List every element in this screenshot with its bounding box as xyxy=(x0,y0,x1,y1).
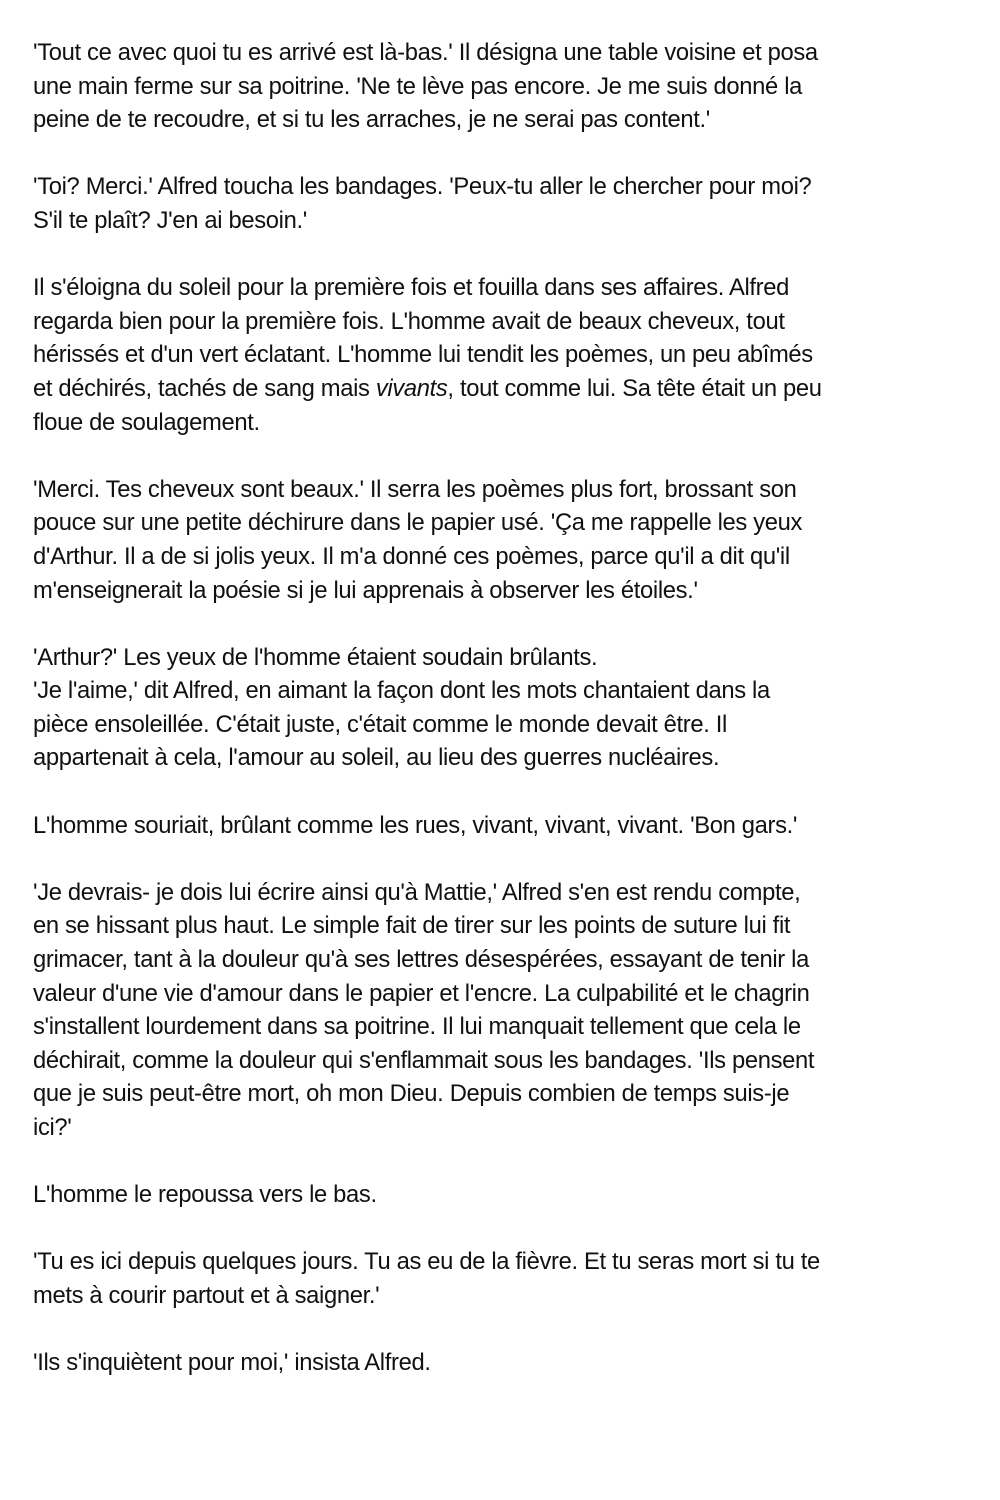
text-line: L'homme souriait, brûlant comme les rues, vivant, vivant, vivant. 'Bon gars.' xyxy=(33,811,798,839)
text-line: d'Arthur. Il a de si jolis yeux. Il m'a donné ces poèmes, parce qu'il a dit qu'il xyxy=(33,542,790,570)
text-line: hérissés et d'un vert éclatant. L'homme lui tendit les poèmes, un peu abîmés xyxy=(33,341,813,369)
paragraph-gap xyxy=(33,1212,945,1246)
text-line: 'Merci. Tes cheveux sont beaux.' Il serra les poèmes plus fort, brossant son xyxy=(33,475,797,503)
text-line: en se hissant plus haut. Le simple fait de tirer sur les points de suture lui fit xyxy=(33,912,791,940)
text-line: S'il te plaît? J'en ai besoin.' xyxy=(33,206,307,234)
text-line xyxy=(33,372,945,406)
paragraph-gap xyxy=(33,607,945,641)
paragraph-gap xyxy=(33,137,945,171)
text-line: pouce sur une petite déchirure dans le papier usé. 'Ça me rappelle les yeux xyxy=(33,509,803,537)
paragraph-gap xyxy=(33,842,945,876)
text-line: grimacer, tant à la douleur qu'à ses lettres désespérées, essayant de tenir la xyxy=(33,946,809,974)
text-line: L'homme le repoussa vers le bas. xyxy=(33,1181,377,1209)
text-line: s'installent lourdement dans sa poitrine. Il lui manquait tellement que cela le xyxy=(33,1013,801,1041)
text-line: Il s'éloigna du soleil pour la première fois et fouilla dans ses affaires. Alfred xyxy=(33,274,789,302)
text-line: mets à courir partout et à saigner.' xyxy=(33,1281,380,1309)
text-line: regarda bien pour la première fois. L'homme avait de beaux cheveux, tout xyxy=(33,307,785,335)
text-line: 'Ils s'inquiètent pour moi,' insista Alfred. xyxy=(33,1349,431,1377)
text-line: 'Je l'aime,' dit Alfred, en aimant la façon dont les mots chantaient dans la xyxy=(33,677,770,705)
text-line: 'Toi? Merci.' Alfred toucha les bandages. 'Peux-tu aller le chercher pour moi? xyxy=(33,173,812,201)
paragraph-gap xyxy=(33,439,945,473)
text-line: ici?' xyxy=(33,1114,72,1141)
text-line: peine de te recoudre, et si tu les arraches, je ne serai pas content.' xyxy=(33,106,710,134)
paragraph-gap xyxy=(33,238,945,272)
paragraph-gap xyxy=(33,1145,945,1179)
text-segment: , tout comme lui. Sa tête était un peu xyxy=(447,374,822,402)
text-line: 'Arthur?' Les yeux de l'homme étaient soudain brûlants. xyxy=(33,643,598,671)
text-line: floue de soulagement. xyxy=(33,408,260,436)
text-line: valeur d'une vie d'amour dans le papier et l'encre. La culpabilité et le chagrin xyxy=(33,979,810,1007)
text-line: m'enseignerait la poésie si je lui apprenais à observer les étoiles.' xyxy=(33,576,698,604)
text-line: que je suis peut-être mort, oh mon Dieu. Depuis combien de temps suis-je xyxy=(33,1080,790,1108)
text-line: appartenait à cela, l'amour au soleil, au lieu des guerres nucléaires. xyxy=(33,744,720,772)
text-line: pièce ensoleillée. C'était juste, c'était comme le monde devait être. Il xyxy=(33,710,727,738)
italic-emphasis: vivants xyxy=(375,374,448,402)
document-page xyxy=(33,36,973,1380)
paragraph-gap xyxy=(33,1313,945,1347)
text-segment: et déchirés, tachés de sang mais xyxy=(33,374,376,402)
paragraph-gap xyxy=(33,775,945,809)
text-line: 'Je devrais- je dois lui écrire ainsi qu'à Mattie,' Alfred s'en est rendu compte, xyxy=(33,878,801,906)
text-line: une main ferme sur sa poitrine. 'Ne te lève pas encore. Je me suis donné la xyxy=(33,72,803,100)
text-line: déchirait, comme la douleur qui s'enflammait sous les bandages. 'Ils pensent xyxy=(33,1046,815,1074)
text-line: 'Tu es ici depuis quelques jours. Tu as eu de la fièvre. Et tu seras mort si tu te xyxy=(33,1248,820,1276)
text-line: 'Tout ce avec quoi tu es arrivé est là-bas.' Il désigna une table voisine et posa xyxy=(33,39,818,66)
